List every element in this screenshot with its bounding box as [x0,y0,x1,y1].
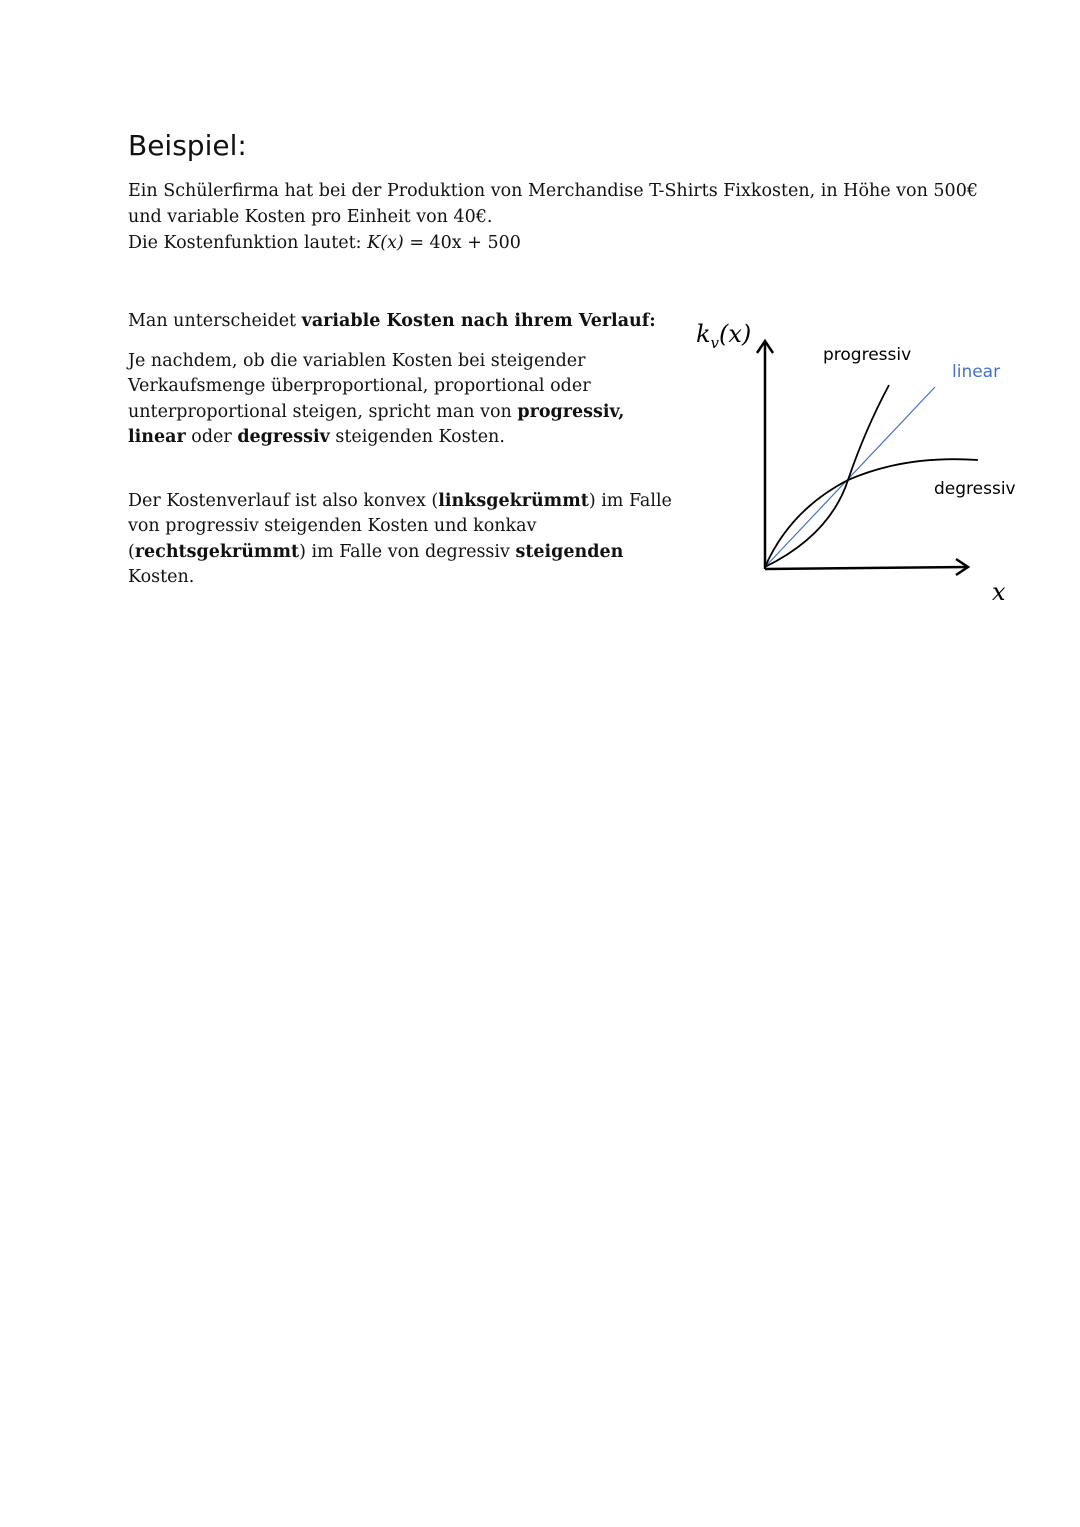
section-lead [128,309,688,335]
explanation-text-e: steigenden Kosten. [329,427,505,447]
page-title: Beispiel: [128,129,247,162]
cost-function-symbol: K(x) [367,233,404,253]
lead-bold-text: variable Kosten nach ihrem Verlauf: [301,311,656,331]
lead-text: Man unterscheidet [128,311,302,331]
explanation-bold-degressiv: degressiv [237,427,330,447]
degressiv-label: degressiv [934,479,1016,499]
linear-curve [765,387,935,567]
progressiv-curve [765,385,889,567]
curvature-text-c: ) im Falle von progressiv steigenden Kosten und konkav ( [128,490,672,562]
curvature-bold-steigenden: steigenden [515,541,624,562]
curvature-text-e: ) im Falle von degressiv [299,541,516,562]
cost-function-line [128,230,988,256]
explanation-text-a: Je nachdem, ob die variablen Kosten bei steigender Verkaufsmenge überproportional, proportional oder unterproportional steigen, spricht man von [128,350,591,422]
cost-curve-diagram [690,315,1030,615]
intro-line-2: und variable Kosten pro Einheit von 40€. [128,207,493,227]
curvature-text-g: Kosten. [128,567,195,587]
curvature-paragraph [128,489,688,591]
progressiv-label: progressiv [823,345,912,365]
linear-label: linear [952,362,1001,382]
curvature-bold-rechtsgekruemmt: rechtsgekrümmt [134,541,300,562]
x-axis-label: x [992,578,1006,606]
curvature-bold-linksgekruemmt: linksgekrümmt [438,490,589,511]
y-axis-label: $k_v(x)$ [696,320,752,352]
cost-function-expression: = 40x + 500 [403,233,521,253]
x-axis-line [765,567,968,569]
degressiv-curve [765,459,978,567]
explanation-paragraph [128,349,688,451]
intro-line-1: Ein Schülerfirma hat bei der Produktion von Merchandise T-Shirts Fixkosten, in Höhe von 500€ [128,181,978,201]
explanation-bold-progressiv-linear: progressiv, linear [128,401,625,447]
cost-function-prefix: Die Kostenfunktion lautet: [128,233,368,253]
explanation-text-c: oder [185,427,238,447]
intro-text [128,178,988,256]
curvature-text-a: Der Kostenverlauf ist also konvex ( [128,490,439,511]
cost-types-section [128,309,688,591]
